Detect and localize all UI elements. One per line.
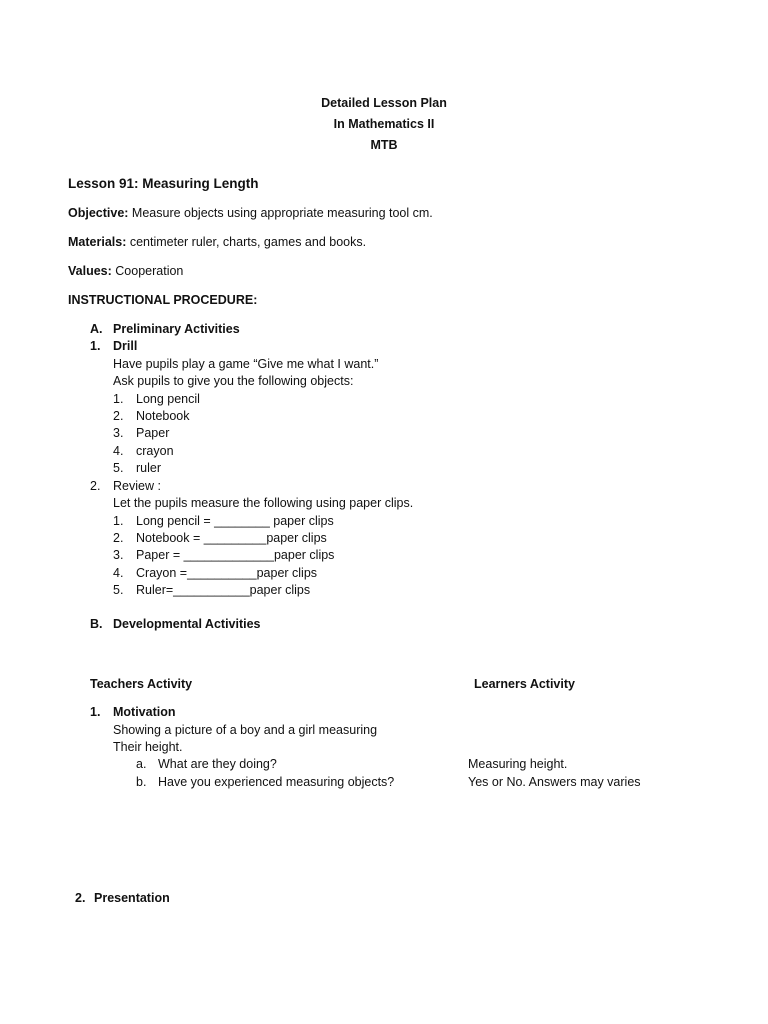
section-b-marker: B. [90, 617, 103, 631]
review-item-number: 3. [113, 548, 124, 562]
motivation-text-2: Their height. [113, 740, 183, 754]
review-item-number: 5. [113, 583, 124, 597]
motivation-text: Showing a picture of a boy and a girl measuring [113, 723, 378, 737]
review-marker: 2. [90, 479, 101, 493]
question-text: Have you experienced measuring objects? [158, 775, 395, 789]
motivation-title: Motivation [113, 705, 176, 719]
objective-label: Objective: [68, 206, 129, 220]
drill-title: Drill [113, 339, 138, 353]
review-item-number: 2. [113, 531, 124, 545]
review-item: Ruler=___________paper clips [136, 583, 311, 597]
presentation-title: Presentation [94, 891, 170, 905]
section-a-title: Preliminary Activities [113, 322, 240, 336]
drill-item-number: 3. [113, 426, 124, 440]
doc-subject: In Mathematics II [333, 117, 435, 131]
drill-instruction: Have pupils play a game “Give me what I want.” [113, 357, 379, 371]
section-b-title: Developmental Activities [113, 617, 261, 631]
review-item: Notebook = _________paper clips [136, 531, 327, 545]
motivation-marker: 1. [90, 705, 101, 719]
learners-activity-heading: Learners Activity [474, 677, 575, 691]
review-instruction: Let the pupils measure the following using paper clips. [113, 496, 414, 510]
review-item: Paper = _____________paper clips [136, 548, 335, 562]
drill-item: Notebook [136, 409, 190, 423]
values-text: Cooperation [115, 264, 184, 278]
drill-item-number: 5. [113, 461, 124, 475]
question-text: What are they doing? [158, 757, 277, 771]
drill-item-number: 2. [113, 409, 124, 423]
drill-item: ruler [136, 461, 162, 475]
learner-answer: Yes or No. Answers may varies [468, 775, 641, 789]
procedure-heading: INSTRUCTIONAL PROCEDURE: [68, 293, 258, 307]
drill-item: Long pencil [136, 392, 200, 406]
drill-marker: 1. [90, 339, 101, 353]
drill-item: Paper [136, 426, 170, 440]
drill-item-number: 4. [113, 444, 124, 458]
learner-answer: Measuring height. [468, 757, 568, 771]
presentation-marker: 2. [75, 891, 86, 905]
values-line [68, 263, 183, 279]
lesson-title: Lesson 91: Measuring Length [68, 176, 259, 191]
materials-line [68, 234, 366, 250]
doc-title: Detailed Lesson Plan [321, 96, 447, 110]
review-title: Review : [113, 479, 161, 493]
materials-text: centimeter ruler, charts, games and books. [129, 235, 367, 249]
doc-subtitle: MTB [370, 138, 398, 152]
drill-item: crayon [136, 444, 174, 458]
section-a-marker: A. [90, 322, 103, 336]
review-item: Long pencil = ________ paper clips [136, 514, 334, 528]
materials-label: Materials: [68, 235, 127, 249]
review-item-number: 1. [113, 514, 124, 528]
objective-text: Measure objects using appropriate measuring tool cm. [131, 206, 433, 220]
drill-instruction-2: Ask pupils to give you the following objects: [113, 374, 354, 388]
question-marker: b. [136, 775, 147, 789]
question-marker: a. [136, 757, 147, 771]
review-item: Crayon =__________paper clips [136, 566, 318, 580]
objective-line [68, 205, 433, 221]
review-item-number: 4. [113, 566, 124, 580]
drill-item-number: 1. [113, 392, 124, 406]
teachers-activity-heading: Teachers Activity [90, 677, 193, 691]
values-label: Values: [68, 264, 112, 278]
